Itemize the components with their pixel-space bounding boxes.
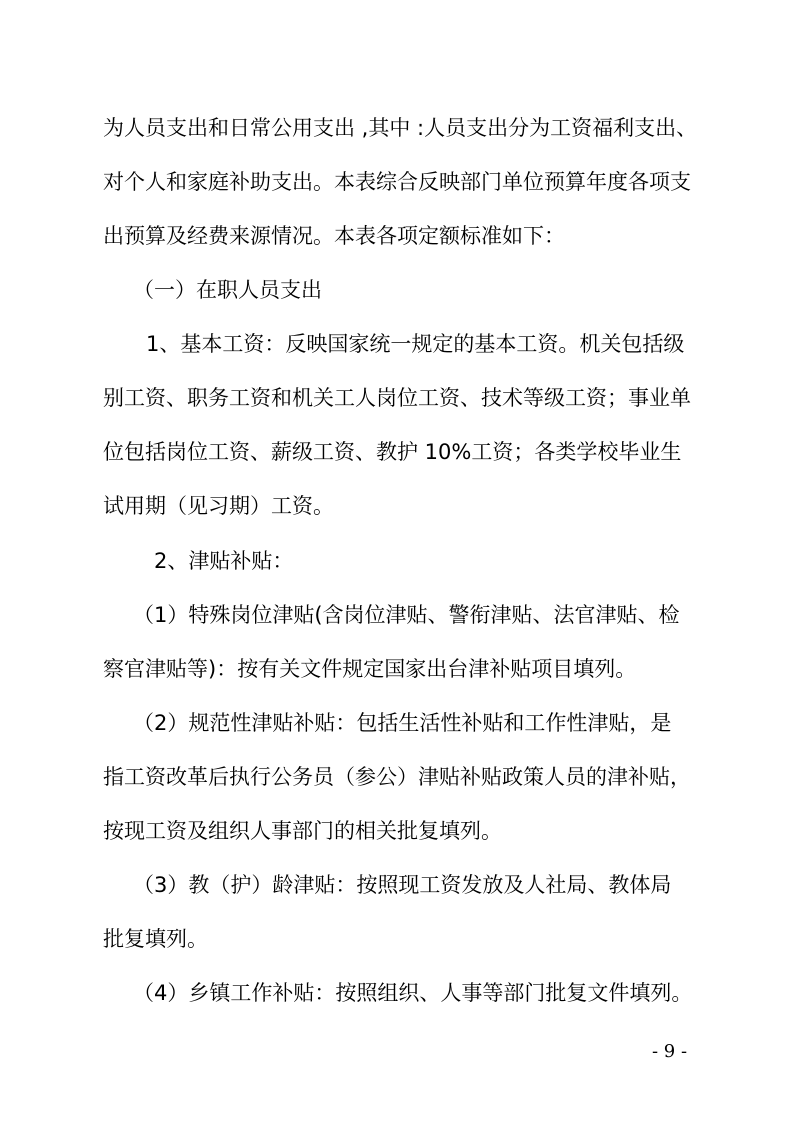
basic-salary-line-2: 别工资、职务工资和机关工人岗位工资、技术等级工资；事业单: [103, 386, 691, 410]
basic-salary-line-1: 1、基本工资：反映国家统一规定的基本工资。机关包括级: [146, 332, 685, 356]
standard-allowance-line-3: 按现工资及组织人事部门的相关批复填列。: [103, 819, 502, 843]
teaching-nursing-allowance-line-1: （3）教（护）龄津贴：按照现工资发放及人社局、教体局: [133, 873, 672, 897]
standard-allowance-line-1: （2）规范性津贴补贴：包括生活性补贴和工作性津贴，是: [133, 711, 672, 735]
special-post-allowance-line-2: 察官津贴等)：按有关文件规定国家出台津补贴项目填列。: [103, 657, 637, 681]
allowance-heading: 2、津贴补贴：: [154, 549, 294, 573]
basic-salary-line-4: 试用期（见习期）工资。: [103, 494, 334, 518]
basic-salary-line-3: 位包括岗位工资、薪级工资、教护 10%工资；各类学校毕业生: [103, 440, 682, 464]
paragraph-intro-line-3: 出预算及经费来源情况。本表各项定额标准如下：: [103, 224, 565, 248]
paragraph-intro-line-2: 对个人和家庭补助支出。本表综合反映部门单位预算年度各项支: [103, 170, 691, 194]
standard-allowance-line-2: 指工资改革后执行公务员（参公）津贴补贴政策人员的津补贴，: [103, 765, 691, 789]
paragraph-intro-line-1: 为人员支出和日常公用支出 ,其中 :人员支出分为工资福利支出、: [103, 116, 698, 140]
page-number: - 9 -: [652, 1041, 688, 1062]
section-heading-in-service-expenses: （一）在职人员支出: [133, 278, 322, 302]
township-work-subsidy-line-1: （4）乡镇工作补贴：按照组织、人事等部门批复文件填列。: [133, 981, 693, 1005]
teaching-nursing-allowance-line-2: 批复填列。: [103, 927, 208, 951]
special-post-allowance-line-1: （1）特殊岗位津贴(含岗位津贴、警衔津贴、法官津贴、检: [133, 603, 680, 627]
